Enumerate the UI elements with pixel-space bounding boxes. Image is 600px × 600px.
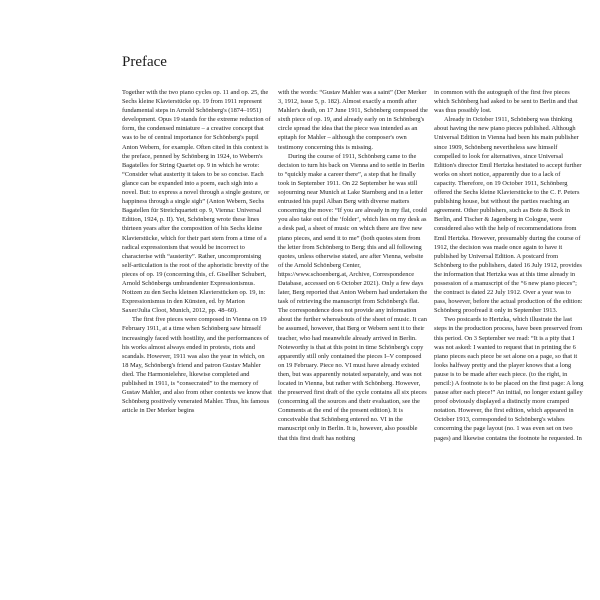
paragraph: in common with the autograph of the first five pieces which Schönberg had asked to be sent to Berlin and that was thus possibly lost. xyxy=(434,89,578,115)
text-column-2 xyxy=(278,88,428,588)
paragraph: Together with the two piano cycles op. 11 and op. 25, the Sechs kleine Klavierstücke op. 19 from 1911 represent fundamental steps in Arnold Schönberg's (1874–1951) development. Opus 19 stands for the extreme reduction of form, the condensed miniature – a creative concept that was to be of central importance for Schönberg's pupil Anton Webern, for example. Often cited in this context is the preface, penned by Schönberg in 1924, to Webern's Bagatelles for String Quartet op. 9 in which he wrote: “Consider what austerity it takes to be so concise. Each glance can be expanded into a poem, each sigh into a novel. But: to express a novel through a single gesture, or happiness through a single sigh” (Anton Webern, Sechs Bagatellen für Streichquartett op. 9, Vienna: Universal Edition, 1924, p. II). Yet, Schönberg wrote these lines thirteen years after the composition of his Sechs kleine Klavierstücke, which for their part stem from a time of a radical expressionism that would be incorrect to characterise with “austerity”. Rather, uncompromising self-articulation is the root of the aphoristic brevity of the pieces of op. 19 (concerning this, cf. Gisellher Schubert, Arnold Schönbergs umbrandenter Expressionismus. Notizen zu den Sechs kleinen Klavierstücken op. 19, in: Expressionismus in den Künsten, ed. by Marion Saxer/Julia Cloot, Munich, 2012, pp. 48–60). xyxy=(122,89,271,315)
paragraph: Already in October 1911, Schönberg was thinking about having the new piano pieces published. Although Universal Edition in Vienna had been his main publisher since 1909, Schönberg nevertheless saw himself compelled to look for alternatives, since Universal Edition's director Emil Hertzka hesitated to accept further works on short notice, apparently due to a lack of capacity. Therefore, on 19 October 1911, Schönberg offered the Sechs kleine Klavierstücke to the C. F. Peters publishing house, but without the parties reaching an agreement. Other publishers, such as Bote & Bock in Berlin, and Tischer & Jagenberg in Cologne, were considered also with the help of recommendations from Emil Hertzka. However, presumably during the course of 1912, the decision was made once again to have it published by Universal Edition. A postcard from Schönberg to the publishers, dated 16 July 1912, provides the information that Hertzka was at this time already in possession of a manuscript of the “6 new piano pieces”; the contract is dated 22 July 1912. Over a year was to pass, however, before the actual production of the edition: Schönberg proofread it only in September 1913. xyxy=(434,116,583,315)
text-column-1 xyxy=(122,88,272,588)
paragraph: The first five pieces were composed in Vienna on 19 February 1911, at a time when Schönberg saw himself increasingly faced with hostility, and the performances of his works almost always ended in protests, riots and scandals. However, 1911 was also the year in which, on 18 May, Schönberg's friend and patron Gustav Mahler died. The Harmonielehre, likewise completed and published in 1911, is “consecrated” to the memory of Gustav Mahler, and also from other contexts we know that Schönberg positively venerated Mahler. Thus, his famous article in Der Merker begins xyxy=(122,316,272,415)
text-column-3 xyxy=(434,88,584,588)
paragraph: During the course of 1911, Schönberg came to the decision to turn his back on Vienna and to settle in Berlin to “quickly make a career there”, a step that he finally took in September 1911. On 22 September he was still sojourning near Munich at Lake Starnberg and in a letter entrusted his pupil Alban Berg with diverse matters concerning the move: “If you are already in my flat, could you also take out of the ‘folder’, which lies on my desk as a desk pad, a sheet of music on which there are five new piano pieces, and send it to me” (both quotes stem from the letter from Schönberg to Berg; this and all following quotes, unless otherwise stated, are after Vienna, website of the Arnold Schönberg Center, https://www.schoenberg.at, Archive, Correspondence Database, accessed on 6 October 2021). Only a few days later, Berg reported that Anton Webern had undertaken the task of retrieving the manuscript from Schönberg's flat. The correspondence does not provide any information about the further whereabouts of the sheet of music. It can be assumed, however, that Berg or Webern sent it to their teacher, who had meanwhile already arrived in Berlin. Noteworthy is that at this point in time Schönberg's copy apparently still only contained the pieces I–V composed on 19 February. Piece no. VI must have already existed then, but was apparently notated separately, and was not located in Vienna, but rather with Schönberg. However, the preserved first draft of the cycle contains all six pieces (concerning all the sources and their evaluation, see the Comments at the end of the present edition). It is conceivable that Schönberg entered no. VI in the manuscript only in Berlin. It is, however, also possible that this first draft has nothing xyxy=(278,152,428,442)
page-title: Preface xyxy=(122,54,167,70)
paragraph: with the words: “Gustav Mahler was a saint” (Der Merker 3, 1912, issue 5, p. 182). Almost exactly a month after Mahler's death, on 17 June 1911, Schönberg composed the sixth piece of op. 19, and already early on in Schönberg's circle spread the idea that the piece was intended as an epitaph for Mahler – although the composer's own testimony concerning this is missing. xyxy=(278,89,428,151)
paragraph: Two postcards to Hertzka, which illustrate the last steps in the production process, have been preserved from this period. On 3 September we read: “It is a pity that I was not asked: I wanted to request that in printing the 6 piano pieces each piece be set alone on a page, so that it looks halfway pretty and the player knows that a long pause is to be made after each piece. (to the right, in pencil:) A footnote is to be placed on the first page: A long pause after each piece!” An initial, no longer extant galley proof obviously displayed a distinctly more cramped notation. However, the first edition, which appeared in October 1913, corresponded to Schönberg's wishes concerning the page layout (no. 1 was even set on two pages) and likewise contains the footnote he requested. In xyxy=(434,316,584,442)
